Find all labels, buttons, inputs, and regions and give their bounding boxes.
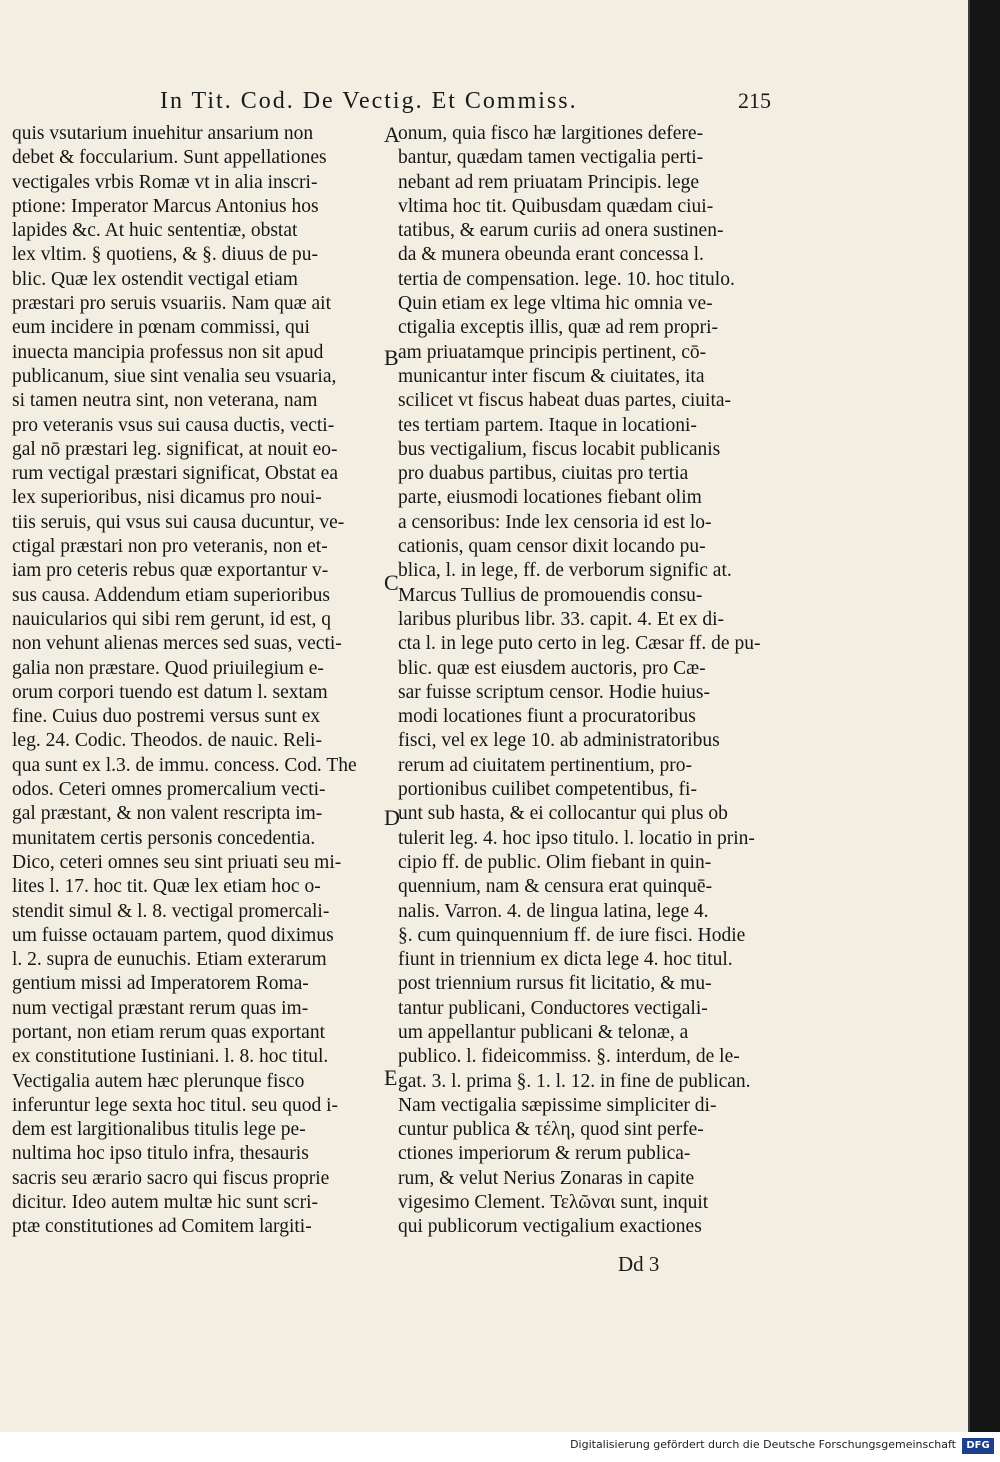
right-column-line: portionibus cuilibet competentibus, fi- xyxy=(398,779,697,801)
right-column-line: vltima hoc tit. Quibusdam quædam ciui- xyxy=(398,195,714,217)
right-column-line: a censoribus: Inde lex censoria id est lo- xyxy=(398,511,712,533)
left-column-line: sacris seu ærario sacro qui fiscus proprie xyxy=(12,1167,330,1189)
left-column-line: lapides &c. At huic sententiæ, obstat xyxy=(12,220,298,242)
left-column-line: inuecta mancipia professus non sit apud xyxy=(12,341,324,363)
left-column-line: num vectigal præstant rerum quas im- xyxy=(12,997,309,1019)
left-column-line: fine. Cuius duo postremi versus sunt ex xyxy=(12,706,321,728)
left-column-line: iam pro ceteris rebus quæ exportantur v- xyxy=(12,560,329,582)
left-column-line: gal nō præstari leg. significat, at nouit eo- xyxy=(12,438,338,460)
left-column-line: gentium missi ad Imperatorem Roma- xyxy=(12,973,309,995)
left-column-line: non vehunt alienas merces sed suas, vecti- xyxy=(12,633,342,655)
right-column-line: scilicet vt fiscus habeat duas partes, ciuita- xyxy=(398,390,732,412)
right-column-line: municantur inter fiscum & ciuitates, ita xyxy=(398,365,705,387)
right-column-line: cationis, quam censor dixit locando pu- xyxy=(398,536,706,558)
footer-credit: Digitalisierung gefördert durch die Deutsche Forschungsgemeinschaft xyxy=(570,1438,956,1451)
left-column-line: lex superioribus, nisi dicamus pro noui- xyxy=(12,487,322,509)
left-column-line: Vectigalia autem hæc plerunque fisco xyxy=(12,1070,305,1092)
right-column-line: parte, eiusmodi locationes fiebant olim xyxy=(398,487,702,509)
right-column-line: qui publicorum vectigalium exactiones xyxy=(398,1216,702,1238)
left-column-line: ptæ constitutiones ad Comitem largiti- xyxy=(12,1216,312,1238)
right-column-line: fiunt in triennium ex dicta lege 4. hoc titul. xyxy=(398,949,733,971)
left-column-line: dem est largitionalibus titulis lege pe- xyxy=(12,1119,306,1141)
left-column-line: um fuisse octauam partem, quod diximus xyxy=(12,924,334,946)
right-column-line: blic. quæ est eiusdem auctoris, pro Cæ- xyxy=(398,657,706,679)
footer-bar xyxy=(0,1432,1000,1462)
right-column-line: unt sub hasta, & ei collocantur qui plus ob xyxy=(398,803,728,825)
right-column-line: modi locationes fiunt a procuratoribus xyxy=(398,706,696,728)
right-column-line: bantur, quædam tamen vectigalia perti- xyxy=(398,147,704,169)
right-column-line: pro duabus partibus, ciuitas pro tertia xyxy=(398,463,689,485)
left-column-line: Dico, ceteri omnes seu sint priuati seu mi- xyxy=(12,851,342,873)
right-column-line: quennium, nam & censura erat quinquē- xyxy=(398,876,713,898)
right-column-line: laribus pluribus libr. 33. capit. 4. Et ex di- xyxy=(398,608,725,630)
right-column-line: §. cum quinquennium ff. de iure fisci. Hodie xyxy=(398,924,746,946)
left-column-line: inferuntur lege sexta hoc titul. seu quod i- xyxy=(12,1094,338,1116)
left-column-line: munitatem certis personis concedentia. xyxy=(12,827,316,849)
left-column-line: vectigales vrbis Romæ vt in alia inscri- xyxy=(12,171,318,193)
left-column-line: rum vectigal præstari significat, Obstat ea xyxy=(12,463,338,485)
right-column-line: cta l. in lege puto certo in leg. Cæsar ff. de pu- xyxy=(398,633,761,655)
left-column-line: tiis seruis, qui vsus sui causa ducuntur, ve- xyxy=(12,511,345,533)
left-column-line: ptione: Imperator Marcus Antonius hos xyxy=(12,195,319,217)
right-column-line: tatibus, & earum curiis ad onera sustinen- xyxy=(398,220,724,242)
left-column-line: nultima hoc ipso titulo infra, thesauris xyxy=(12,1143,309,1165)
left-column-line: præstari pro seruis vsuariis. Nam quæ ait xyxy=(12,293,331,315)
left-column-line: l. 2. supra de eunuchis. Etiam exterarum xyxy=(12,949,327,971)
right-column-line: Nam vectigalia sæpissime simpliciter di- xyxy=(398,1094,717,1116)
right-column-line: publico. l. fideicommiss. §. interdum, de le- xyxy=(398,1046,740,1068)
right-column-line: gat. 3. l. prima §. 1. l. 12. in fine de publican. xyxy=(398,1070,751,1092)
page-number: 215 xyxy=(738,88,771,113)
margin-letter-a: A xyxy=(384,122,400,147)
left-column-line: sus causa. Addendum etiam superioribus xyxy=(12,584,330,606)
right-column-line: nalis. Varron. 4. de lingua latina, lege 4. xyxy=(398,900,709,922)
dfg-logo-icon: DFG xyxy=(962,1438,994,1454)
right-column-line: cipio ff. de public. Olim fiebant in quin- xyxy=(398,851,712,873)
left-column-line: qua sunt ex l.3. de immu. concess. Cod. The xyxy=(12,754,357,776)
right-column-line: bus vectigalium, fiscus locabit publicanis xyxy=(398,438,721,460)
left-column-line: leg. 24. Codic. Theodos. de nauic. Reli- xyxy=(12,730,322,752)
right-column-line: rerum ad ciuitatem pertinentium, pro- xyxy=(398,754,693,776)
left-column-line: dicitur. Ideo autem multæ hic sunt scri- xyxy=(12,1192,318,1214)
left-column-line: publicanum, siue sint venalia seu vsuaria, xyxy=(12,365,337,387)
right-column-line: Quin etiam ex lege vltima hic omnia ve- xyxy=(398,293,713,315)
right-column-line: Marcus Tullius de promouendis consu- xyxy=(398,584,703,606)
left-column-line: ctigal præstari non pro veteranis, non et- xyxy=(12,536,328,558)
left-column-line: pro veteranis vsus sui causa ductis, vecti- xyxy=(12,414,335,436)
margin-letter-b: B xyxy=(384,345,399,370)
right-column-line: rum, & velut Nerius Zonaras in capite xyxy=(398,1167,695,1189)
left-column-line: gal præstant, & non valent rescripta im- xyxy=(12,803,323,825)
right-column-line: tulerit leg. 4. hoc ipso titulo. l. locatio in prin- xyxy=(398,827,755,849)
left-column-line: debet & foccularium. Sunt appellationes xyxy=(12,147,327,169)
right-column-line: am priuatamque principis pertinent, cō- xyxy=(398,341,707,363)
right-column-line: cuntur publica & τέλη, quod sint perfe- xyxy=(398,1119,704,1141)
left-column-line: galia non præstare. Quod priuilegium e- xyxy=(12,657,324,679)
right-column-line: tertia de compensation. lege. 10. hoc titulo. xyxy=(398,268,735,290)
right-column-line: tes tertiam partem. Itaque in locationi- xyxy=(398,414,697,436)
left-column-line: lites l. 17. hoc tit. Quæ lex etiam hoc o- xyxy=(12,876,321,898)
left-column-line: odos. Ceteri omnes promercalium vecti- xyxy=(12,779,326,801)
left-column-line: ex constitutione Iustiniani. l. 8. hoc titul. xyxy=(12,1046,329,1068)
signature-mark: Dd 3 xyxy=(618,1252,660,1276)
left-column-line: lex vltim. § quotiens, & §. diuus de pu- xyxy=(12,244,319,266)
margin-letter-d: D xyxy=(384,805,400,830)
right-column-line: tantur publicani, Conductores vectigali- xyxy=(398,997,708,1019)
margin-letter-c: C xyxy=(384,570,399,595)
left-column-line: stendit simul & l. 8. vectigal promercali- xyxy=(12,900,330,922)
right-column-line: nebant ad rem priuatam Principis. lege xyxy=(398,171,700,193)
left-column-line: portant, non etiam rerum quas exportant xyxy=(12,1021,325,1043)
left-column-line: si tamen neutra sint, non veterana, nam xyxy=(12,390,318,412)
right-column-line: da & munera obeunda erant concessa l. xyxy=(398,244,704,266)
right-column-line: fisci, vel ex lege 10. ab administratoribus xyxy=(398,730,720,752)
right-column-line: vigesimo Clement. Τελῶναι sunt, inquit xyxy=(398,1192,709,1214)
left-column-line: blic. Quæ lex ostendit vectigal etiam xyxy=(12,268,298,290)
left-text-column xyxy=(12,122,382,1240)
right-column-line: onum, quia fisco hæ largitiones defere- xyxy=(398,123,704,144)
right-column-line: ctiones imperiorum & rerum publica- xyxy=(398,1143,691,1165)
right-column-line: ctigalia exceptis illis, quæ ad rem propri- xyxy=(398,317,719,339)
running-title: In Tit. Cod. De Vectig. Et Commiss. xyxy=(160,88,578,114)
left-column-line: quis vsutarium inuehitur ansarium non xyxy=(12,123,314,144)
margin-letter-e: E xyxy=(384,1065,398,1090)
left-column-line: eum incidere in pœnam commissi, qui xyxy=(12,317,310,339)
right-column-line: blica, l. in lege, ff. de verborum signific at. xyxy=(398,560,732,582)
left-column-line: orum corpori tuendo est datum l. sextam xyxy=(12,681,328,703)
right-column-line: um appellantur publicani & telonæ, a xyxy=(398,1021,689,1043)
left-column-line: nauicularios qui sibi rem gerunt, id est, q xyxy=(12,608,331,630)
right-text-column xyxy=(398,122,788,1240)
right-column-line: sar fuisse scriptum censor. Hodie huius- xyxy=(398,681,710,703)
right-column-line: post triennium rursus fit licitatio, & mu- xyxy=(398,973,712,995)
